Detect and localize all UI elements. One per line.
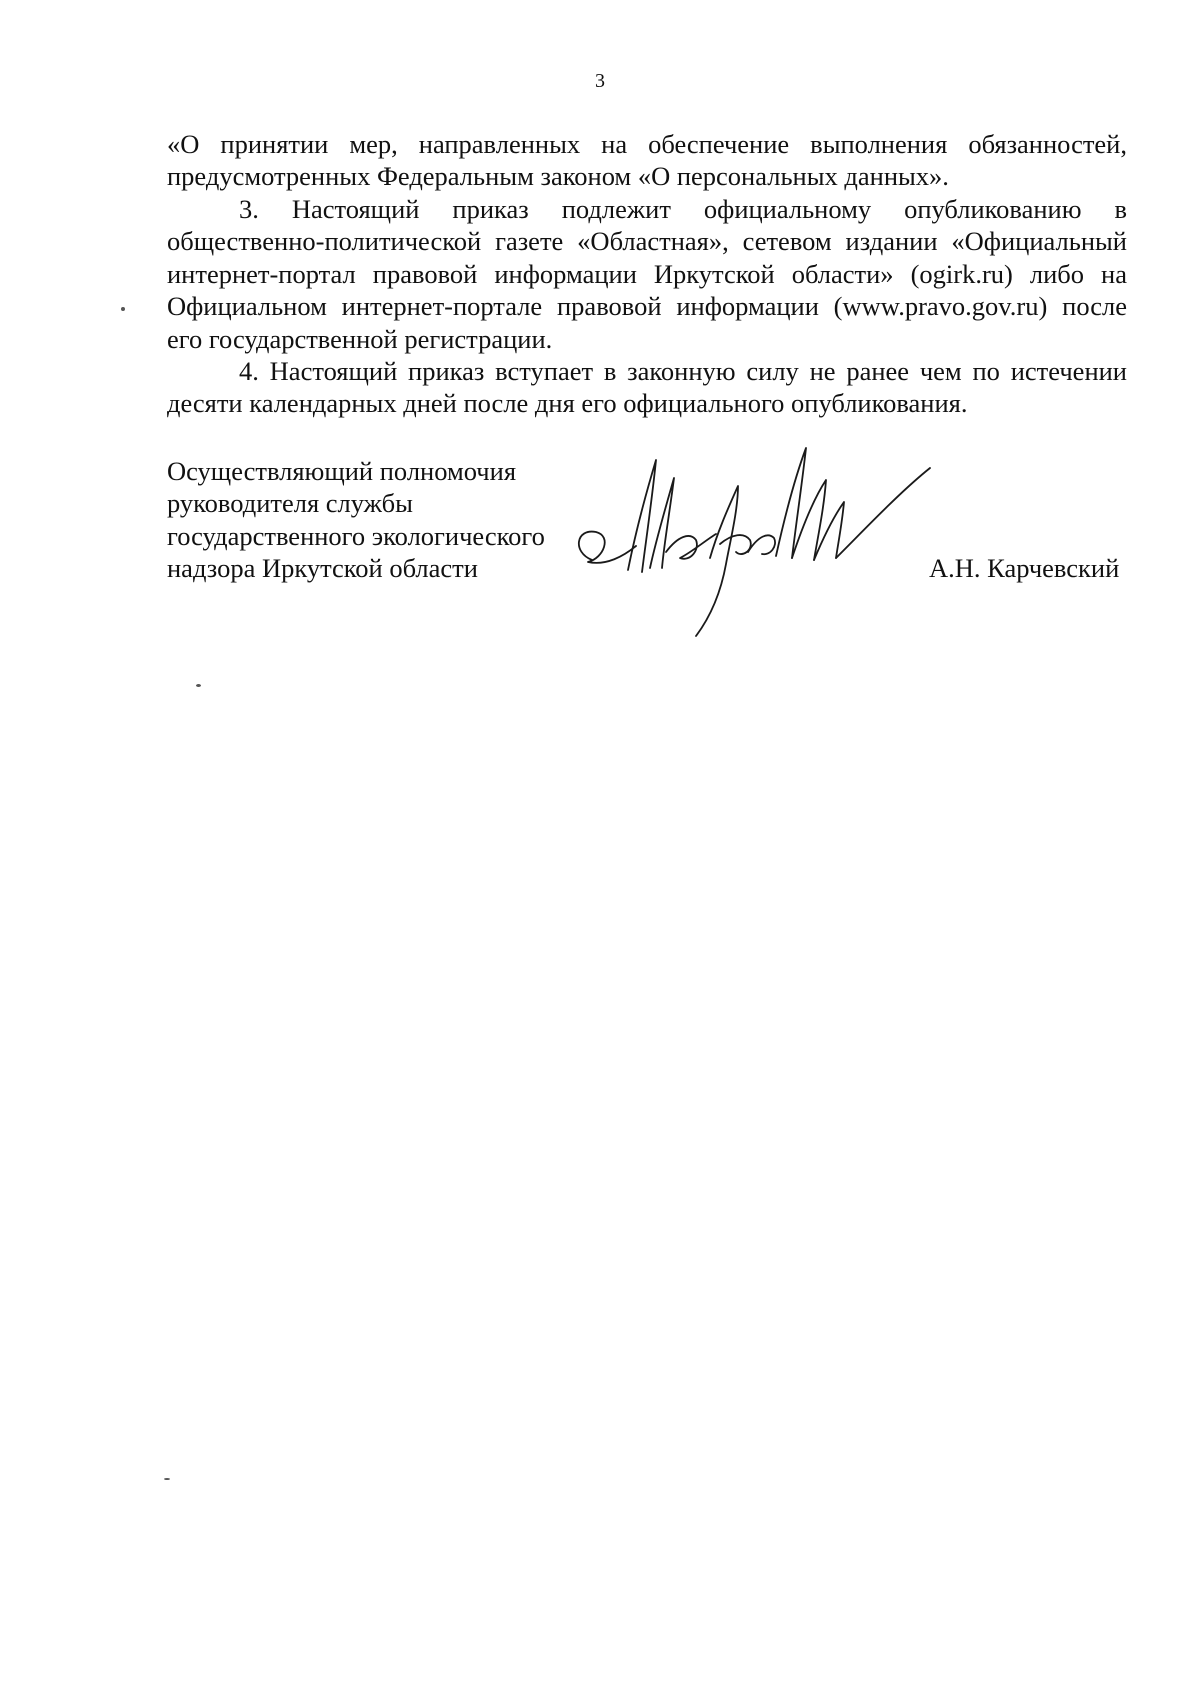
signatory-title-line: Осуществляющий полномочия [167, 456, 517, 486]
handwritten-signature [570, 440, 970, 650]
paragraph-item-3: 3. Настоящий приказ подлежит официальному опубликованию в общественно-политической газете «Областная», сетевом издании «Официальный интернет-портал правовой информации Иркутской области» (ogirk.ru) либо на Официальном интернет-портале правовой информации (www.pravo.gov.ru) после его государственной регистрации. [167, 194, 1127, 354]
scan-speck [196, 684, 201, 687]
scan-speck [164, 1478, 170, 1480]
paragraph-item-4: 4. Настоящий приказ вступает в законную силу не ранее чем по истечении десяти календарных дней после дня его официального опубликования. [167, 356, 1127, 419]
signatory-title-line: надзора Иркутской области [167, 553, 478, 584]
signatory-title-line: государственного экологического [167, 520, 545, 551]
page-number: 3 [595, 70, 605, 92]
signatory-title-line: руководителя службы [167, 488, 413, 519]
signatory-title [167, 455, 545, 585]
paragraph-continuation: «О принятии мер, направленных на обеспечение выполнения обязанностей, предусмотренных Федеральным законом «О персональных данных». [167, 129, 1127, 192]
scan-speck [121, 307, 125, 311]
signer-name: А.Н. Карчевский [929, 553, 1120, 583]
